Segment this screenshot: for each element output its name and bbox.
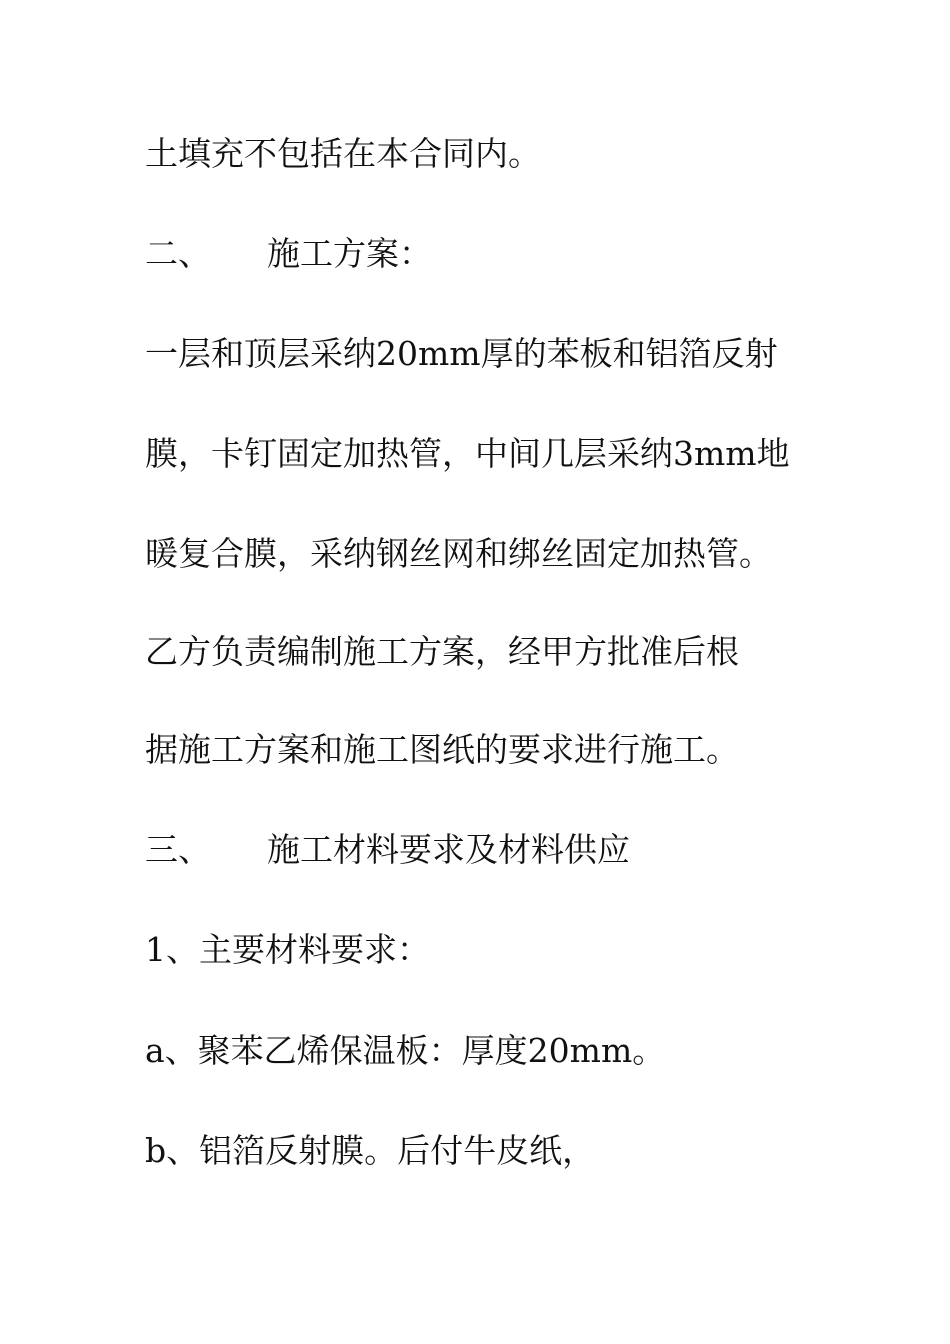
paragraph-line: 土填充不包括在本合同内。	[145, 134, 541, 173]
list-item: 1、主要材料要求：	[145, 930, 430, 969]
list-item: b、铝箔反射膜。后付牛皮纸，	[145, 1131, 596, 1170]
paragraph-line: 膜，卡钉固定加热管，中间几层采纳3mm地	[145, 434, 790, 473]
list-item: a、聚苯乙烯保温板：厚度20mm。	[145, 1031, 666, 1070]
paragraph-line: 暖复合膜，采纳钢丝网和绑丝固定加热管。	[145, 534, 772, 573]
paragraph-line: 据施工方案和施工图纸的要求进行施工。	[145, 730, 739, 769]
paragraph-line: 一层和顶层采纳20mm厚的苯板和铝箔反射	[145, 334, 778, 373]
section-number: 二、	[145, 234, 211, 273]
section-number: 三、	[145, 830, 211, 869]
paragraph-line: 乙方负责编制施工方案，经甲方批准后根	[145, 632, 739, 671]
section-heading-3	[145, 830, 630, 870]
section-heading-2	[145, 234, 432, 274]
section-title: 施工方案：	[267, 234, 432, 273]
section-title: 施工材料要求及材料供应	[267, 830, 630, 869]
